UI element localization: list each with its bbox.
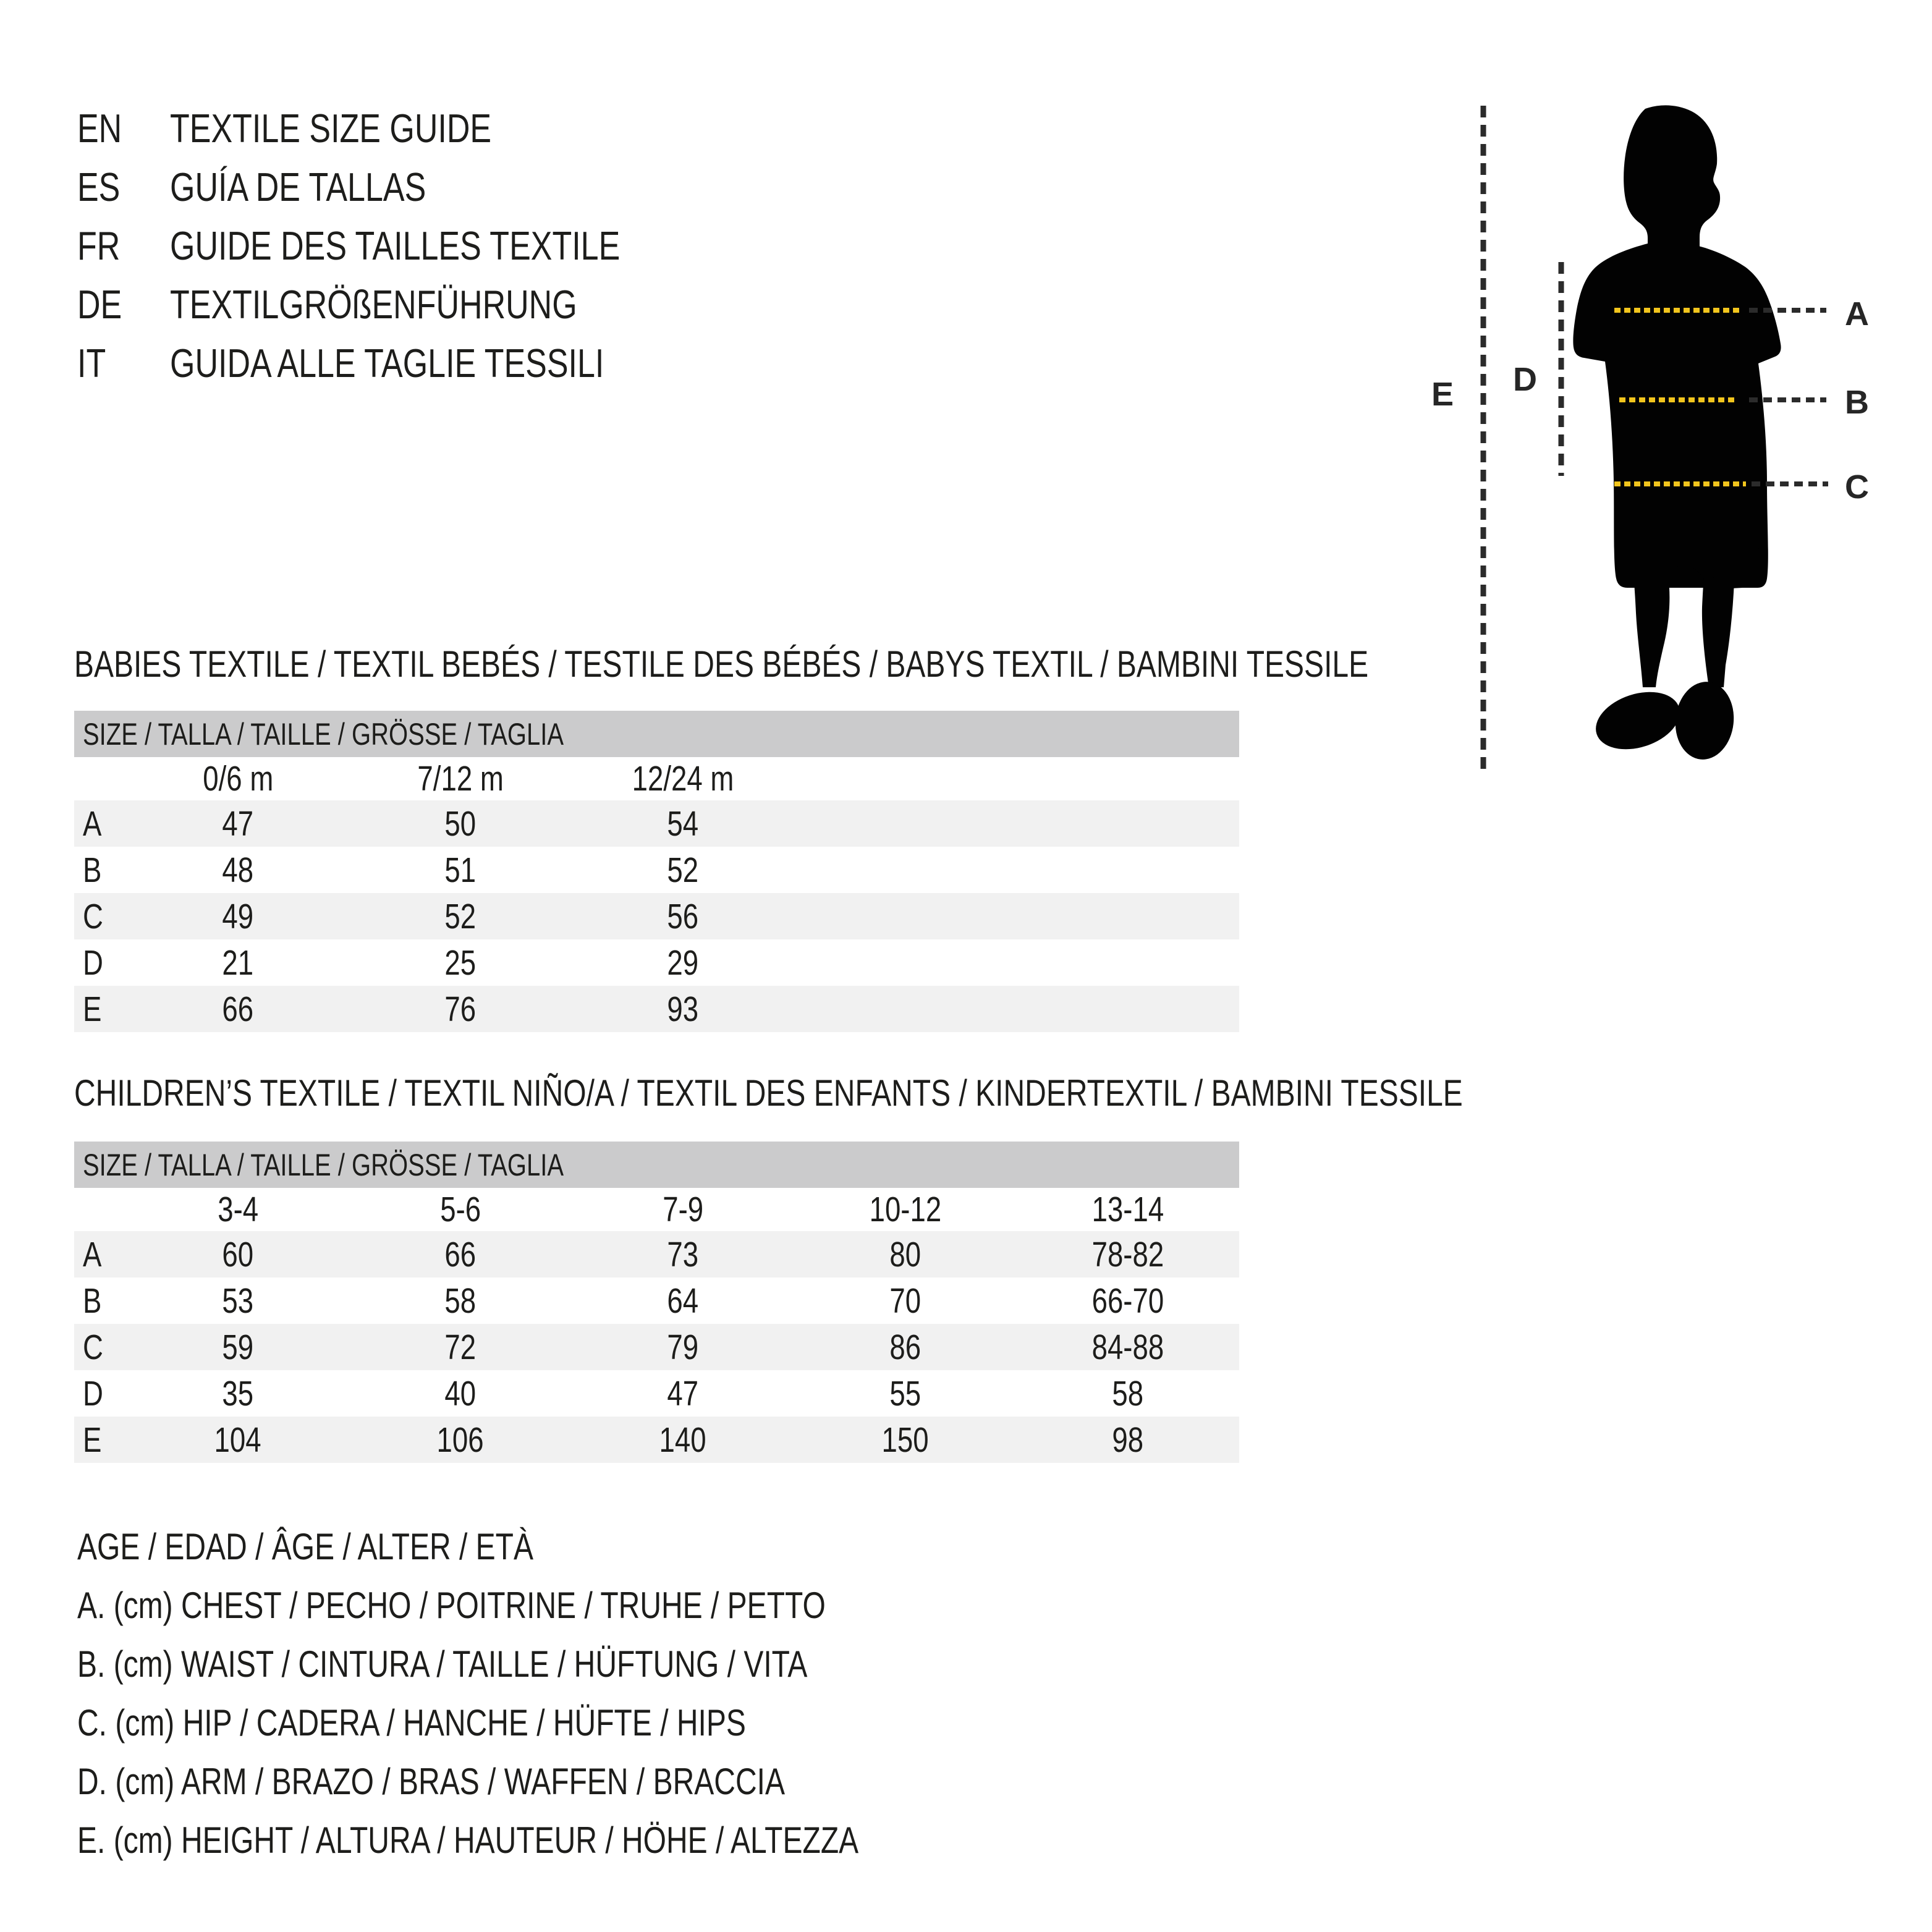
column-header-text: 10-12	[869, 1190, 942, 1229]
legend-text: AGE / EDAD / ÂGE / ALTER / ETÀ	[77, 1526, 533, 1567]
cell-value: 51	[444, 850, 477, 890]
table-cell	[572, 1281, 794, 1321]
cell-value: 104	[214, 1420, 262, 1460]
column-header-text: 13-14	[1091, 1190, 1164, 1229]
table-cell	[127, 896, 349, 937]
lang-code-label: ES	[77, 164, 121, 210]
children-size-header-bar	[74, 1142, 1239, 1188]
diagram-label-a: A	[1845, 295, 1869, 333]
cell-value: 54	[667, 803, 699, 844]
legend-line-hip	[77, 1693, 1054, 1752]
children-section-title	[74, 1072, 1810, 1114]
legend-line-waist	[77, 1635, 1054, 1693]
cell-value: 64	[667, 1281, 699, 1321]
diagram-label-c: C	[1845, 468, 1869, 506]
column-header	[349, 1189, 572, 1230]
lang-code-label: DE	[77, 282, 122, 327]
cell-value: 50	[444, 803, 477, 844]
table-cell	[572, 1373, 794, 1414]
lang-code-label: EN	[77, 106, 122, 151]
legend-text: B. (cm) WAIST / CINTURA / TAILLE / HÜFTUNG / VITA	[77, 1643, 808, 1685]
cell-value: 52	[444, 896, 477, 936]
lang-title-label: GUIDA ALLE TAGLIE TESSILI	[170, 341, 604, 386]
lang-code-label: IT	[77, 341, 106, 386]
column-header	[349, 758, 572, 799]
table-cell	[1017, 1234, 1239, 1275]
lang-row-fr	[77, 216, 732, 275]
row-label	[74, 1234, 127, 1275]
lang-title	[170, 281, 679, 328]
table-cell	[572, 1234, 794, 1275]
cell-value: 21	[222, 943, 254, 983]
table-cell	[127, 989, 349, 1030]
table-cell	[572, 989, 794, 1030]
table-cell	[127, 1281, 349, 1321]
table-cell	[349, 989, 572, 1030]
lang-title	[170, 105, 572, 151]
row-label	[74, 1327, 127, 1368]
table-cell	[349, 1327, 572, 1368]
cell-value: 66-70	[1091, 1281, 1164, 1321]
cell-value: 47	[667, 1373, 699, 1413]
table-cell	[1017, 1327, 1239, 1368]
column-header	[572, 1189, 794, 1230]
lang-title-label: GUÍA DE TALLAS	[170, 164, 426, 210]
table-row	[74, 1231, 1239, 1277]
table-cell	[794, 1420, 1017, 1460]
table-cell	[349, 896, 572, 937]
table-cell	[349, 1420, 572, 1460]
cell-value: 80	[889, 1234, 922, 1274]
table-cell	[349, 1373, 572, 1414]
table-cell	[127, 850, 349, 891]
cell-value: 106	[436, 1420, 485, 1460]
cell-value: 66	[444, 1234, 477, 1274]
lang-title-label: TEXTILGRÖßENFÜHRUNG	[170, 282, 577, 327]
lang-row-es	[77, 158, 732, 216]
cell-value: 56	[667, 896, 699, 936]
column-header-text: 0/6 m	[202, 759, 274, 799]
babies-size-header-text: SIZE / TALLA / TAILLE / GRÖSSE / TAGLIA	[83, 716, 564, 752]
table-row	[74, 847, 1239, 893]
cell-value: 60	[222, 1234, 254, 1274]
column-header-text: 7-9	[663, 1190, 703, 1229]
table-cell	[127, 1234, 349, 1275]
table-cell	[1017, 1373, 1239, 1414]
cell-value: 79	[667, 1327, 699, 1367]
lang-code-label: FR	[77, 223, 121, 268]
diagram-label-d: D	[1513, 361, 1537, 398]
legend-text: A. (cm) CHEST / PECHO / POITRINE / TRUHE / PETTO	[77, 1585, 826, 1626]
cell-value: 49	[222, 896, 254, 936]
cell-value: 98	[1112, 1420, 1144, 1460]
lang-code	[77, 105, 170, 151]
row-label-text: B	[83, 1281, 102, 1321]
cell-value: 35	[222, 1373, 254, 1413]
table-cell	[349, 943, 572, 983]
cell-value: 150	[881, 1420, 930, 1460]
cell-value: 53	[222, 1281, 254, 1321]
lang-title-label: TEXTILE SIZE GUIDE	[170, 106, 492, 151]
cell-value: 47	[222, 803, 254, 844]
row-label	[74, 1420, 127, 1460]
table-cell	[572, 943, 794, 983]
table-cell	[572, 896, 794, 937]
lang-title-label: GUIDE DES TAILLES TEXTILE	[170, 223, 621, 268]
row-label	[74, 1373, 127, 1414]
table-cell	[127, 943, 349, 983]
row-label	[74, 989, 127, 1030]
row-label	[74, 803, 127, 844]
diagram-label-b: B	[1845, 384, 1869, 421]
row-label-text: D	[83, 1373, 103, 1413]
cell-value: 73	[667, 1234, 699, 1274]
row-label-text: E	[83, 989, 102, 1029]
table-row	[74, 1277, 1239, 1324]
children-column-headers	[74, 1188, 1239, 1231]
cell-value: 70	[889, 1281, 922, 1321]
table-cell	[572, 1327, 794, 1368]
legend-line-arm	[77, 1752, 1054, 1811]
cell-value: 84-88	[1091, 1327, 1164, 1367]
lang-code	[77, 281, 170, 328]
column-header-text: 12/24 m	[632, 759, 734, 799]
lang-row-de	[77, 275, 732, 334]
cell-value: 140	[659, 1420, 707, 1460]
lang-title	[170, 340, 713, 386]
table-cell	[127, 1420, 349, 1460]
cell-value: 76	[444, 989, 477, 1029]
table-cell	[1017, 1420, 1239, 1460]
child-silhouette-icon	[1391, 87, 1932, 803]
table-cell	[1017, 1281, 1239, 1321]
column-header	[127, 758, 349, 799]
table-row	[74, 939, 1239, 986]
legend-line-age	[77, 1517, 1054, 1576]
cell-value: 93	[667, 989, 699, 1029]
cell-value: 66	[222, 989, 254, 1029]
row-label-text: B	[83, 850, 102, 890]
table-row	[74, 1324, 1239, 1370]
column-header	[572, 758, 794, 799]
children-size-header-text: SIZE / TALLA / TAILLE / GRÖSSE / TAGLIA	[83, 1147, 564, 1182]
column-header	[127, 1189, 349, 1230]
lang-row-it	[77, 334, 732, 392]
measurement-diagram	[1391, 87, 1932, 803]
cell-value: 59	[222, 1327, 254, 1367]
table-row	[74, 893, 1239, 939]
table-cell	[349, 850, 572, 891]
children-size-table	[74, 1142, 1239, 1463]
table-row	[74, 1370, 1239, 1417]
table-row	[74, 800, 1239, 847]
measurement-legend	[77, 1517, 1054, 1870]
table-cell	[572, 1420, 794, 1460]
babies-size-header-bar	[74, 711, 1239, 757]
column-header-text: 7/12 m	[417, 759, 504, 799]
table-cell	[349, 1234, 572, 1275]
children-section-title-text: CHILDREN’S TEXTILE / TEXTIL NIÑO/A / TEXTIL DES ENFANTS / KINDERTEXTIL / BAMBINI TESSILE	[74, 1072, 1463, 1114]
cell-value: 58	[1112, 1373, 1144, 1413]
row-label-text: A	[83, 803, 102, 844]
table-cell	[349, 803, 572, 844]
table-cell	[127, 1373, 349, 1414]
cell-value: 48	[222, 850, 254, 890]
cell-value: 25	[444, 943, 477, 983]
lang-code	[77, 222, 170, 269]
row-label	[74, 896, 127, 937]
babies-section-title-text: BABIES TEXTILE / TEXTIL BEBÉS / TESTILE DES BÉBÉS / BABYS TEXTIL / BAMBINI TESSILE	[74, 643, 1369, 685]
column-header	[794, 1189, 1017, 1230]
table-cell	[794, 1281, 1017, 1321]
row-label	[74, 943, 127, 983]
table-row	[74, 986, 1239, 1032]
row-label-text: C	[83, 896, 103, 936]
legend-line-chest	[77, 1576, 1054, 1635]
cell-value: 52	[667, 850, 699, 890]
table-cell	[794, 1234, 1017, 1275]
cell-value: 40	[444, 1373, 477, 1413]
column-header-text: 3-4	[218, 1190, 258, 1229]
table-cell	[794, 1373, 1017, 1414]
lang-code	[77, 340, 170, 386]
row-label-text: D	[83, 943, 103, 983]
cell-value: 58	[444, 1281, 477, 1321]
column-header	[1017, 1189, 1239, 1230]
cell-value: 72	[444, 1327, 477, 1367]
lang-title	[170, 164, 490, 210]
lang-row-en	[77, 99, 732, 158]
babies-size-table	[74, 711, 1239, 1032]
row-label	[74, 1281, 127, 1321]
cell-value: 86	[889, 1327, 922, 1367]
legend-text: C. (cm) HIP / CADERA / HANCHE / HÜFTE / HIPS	[77, 1702, 746, 1743]
row-label	[74, 850, 127, 891]
cell-value: 29	[667, 943, 699, 983]
legend-text: D. (cm) ARM / BRAZO / BRAS / WAFFEN / BRACCIA	[77, 1761, 785, 1802]
babies-section-title	[74, 643, 1692, 685]
legend-line-height	[77, 1811, 1054, 1870]
table-row	[74, 1417, 1239, 1463]
row-label-text: E	[83, 1420, 102, 1460]
table-cell	[794, 1327, 1017, 1368]
language-title-block	[77, 99, 732, 392]
cell-value: 55	[889, 1373, 922, 1413]
lang-code	[77, 164, 170, 210]
row-label-text: A	[83, 1234, 102, 1274]
row-label-text: C	[83, 1327, 103, 1367]
diagram-label-e: E	[1431, 376, 1454, 413]
table-cell	[572, 850, 794, 891]
babies-column-headers	[74, 757, 1239, 800]
column-header-text: 5-6	[440, 1190, 481, 1229]
table-cell	[127, 803, 349, 844]
table-cell	[127, 1327, 349, 1368]
table-cell	[349, 1281, 572, 1321]
cell-value: 78-82	[1091, 1234, 1164, 1274]
lang-title	[170, 222, 732, 269]
legend-text: E. (cm) HEIGHT / ALTURA / HAUTEUR / HÖHE / ALTEZZA	[77, 1820, 859, 1861]
table-cell	[572, 803, 794, 844]
